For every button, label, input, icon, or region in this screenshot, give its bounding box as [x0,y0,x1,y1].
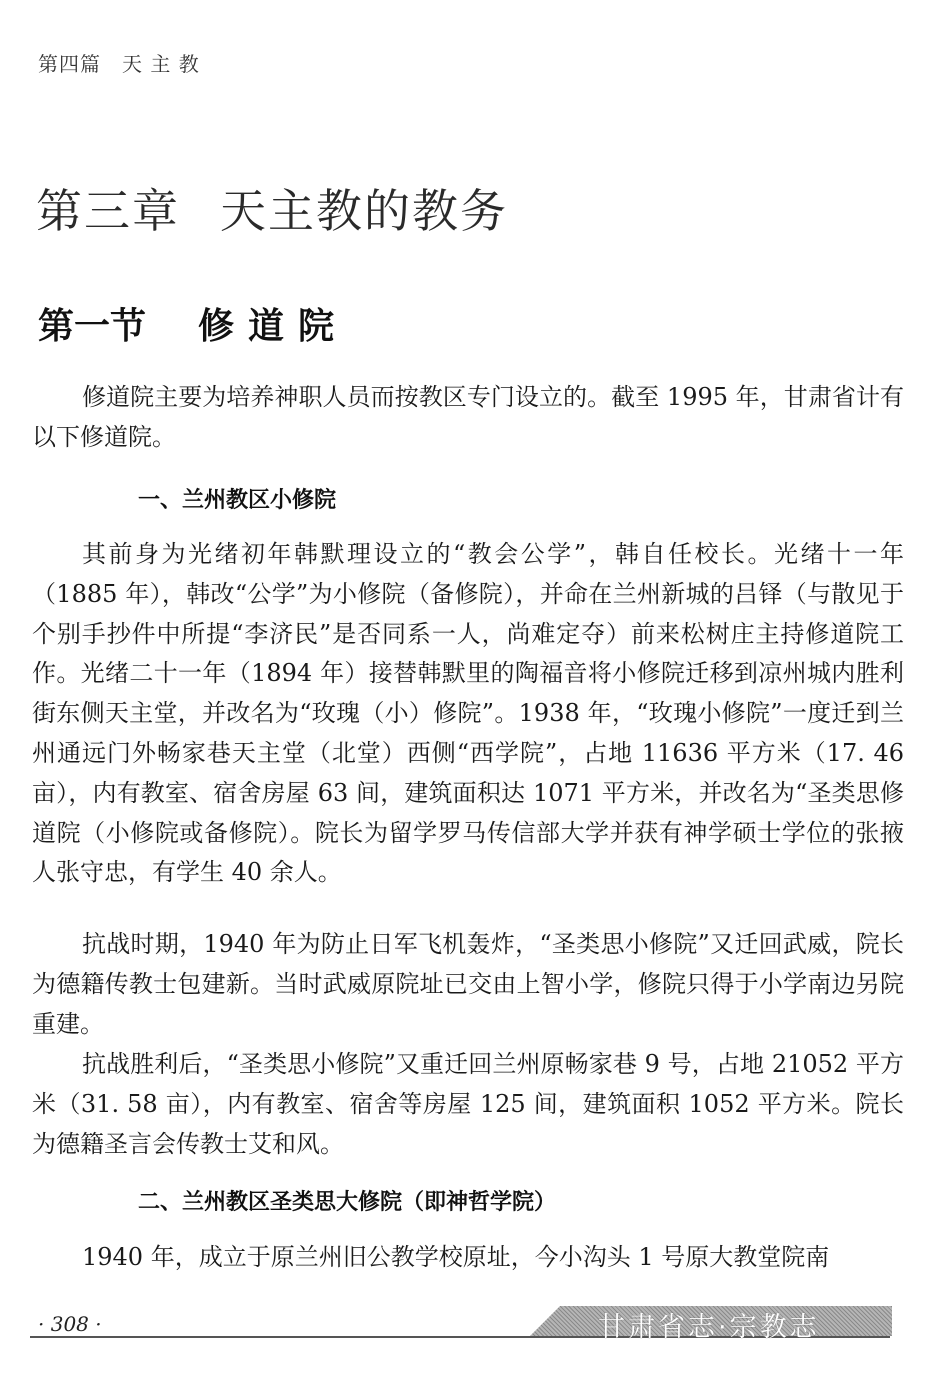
running-head: 第四篇 天 主 教 [38,52,200,76]
body-paragraph: 抗战时期，1940 年为防止日军飞机轰炸，“圣类思小修院”又迁回武威，院长为德籍传教士包建新。当时武威原院址已交由上智小学，修院只得于小学南边另院重建。 [32,930,904,1038]
body-paragraph: 1940 年，成立于原兰州旧公教学校原址，今小沟头 1 号原大教堂院南 [82,1243,830,1271]
chapter-title [36,175,508,241]
book-title: 甘肃省志·宗教志 [598,1312,820,1343]
section-name: 修道院 [198,306,349,347]
subsection-heading: 一、兰州教区小修院 [138,488,337,513]
intro-paragraph: 修道院主要为培养神职人员而按教区专门设立的。截至 1995 年，甘肃省计有以下修道院。 [32,383,904,451]
section-number: 第一节 [38,306,147,347]
body-paragraph: 其前身为光绪初年韩默理设立的“教会公学”，韩自任校长。光绪十一年（1885 年），韩改“公学”为小修院（备修院），并命在兰州新城的吕铎（与散见于个别手抄件中所提“李济民”是否同系一人，尚难定夺）前来松树庄主持修道院工作。光绪二十一年（1894 年）接替韩默里的陶福音将小修院迁移到凉州城内胜利街东侧天主堂，并改名为“玫瑰（小）修院”。1938 年，“玫瑰小修院”一度迁到兰州通远门外畅家巷天主堂（北堂）西侧“西学院”，占地 11636 平方米（17. 46 亩），内有教室、宿舍房屋 63 间，建筑面积达 1071 平方米，并改名为“圣类思修道院（小修院或备修院）。院长为留学罗马传信部大学并获有神学硕士学位的张掖人张守忠，有学生 40 余人。 [32,540,904,887]
chapter-name: 天主教的教务 [220,184,508,238]
subsection-heading: 二、兰州教区圣类思大修院（即神哲学院） [138,1190,557,1215]
body-paragraph: 抗战胜利后，“圣类思小修院”又重迁回兰州原畅家巷 9 号，占地 21052 平方米（31. 58 亩），内有教室、宿舍等房屋 125 间，建筑面积 1052 平方米。院长为德籍圣言会传教士艾和风。 [32,1050,904,1158]
page-number: · 308 · [38,1312,102,1336]
chapter-number: 第三章 [36,184,180,238]
section-title [38,298,348,349]
